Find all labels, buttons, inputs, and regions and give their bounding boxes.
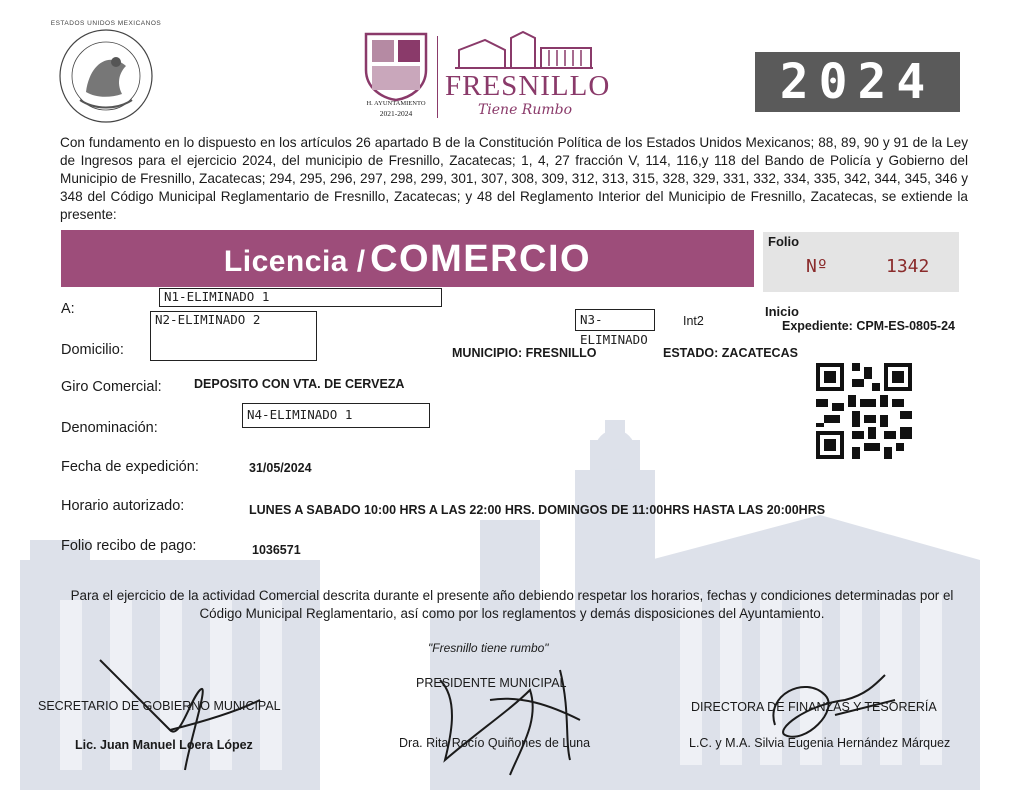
folio-label: Folio [768, 234, 800, 249]
center-signer-name: Dra. Rita Rocío Quiñones de Luna [399, 736, 591, 750]
horario-value: LUNES A SABADO 10:00 HRS A LAS 22:00 HRS. DOMINGOS DE 11:00HRS HASTA LAS 20:00HRS [249, 503, 826, 517]
ayuntamiento-label: H. AYUNTAMIENTO [366, 100, 426, 107]
eagle-seal-icon [50, 22, 162, 126]
folio-number: 1342 [886, 256, 930, 277]
legal-basis-text: Con fundamento en lo dispuesto en los artículos 26 apartado B de la Constitución Política de los Estados Unidos Mexicanos; 88, 89, 90 y 91 de la Ley de Ingresos para el ejercicio 2024, del municipio de Fresnillo, Zacatecas; 1, 4, 27 fracción V, 114, 116,y 118 del Bando de Policía y Gobierno del Municipio de Fresnillo, Zacatecas; 294, 295, 296, 297, 298, 299, 301, 307, 308, 309, 312, 313, 315, 328, 329, 331, 332, 334, 335, 342, 344, 345, 346 y 348 del Código Municipal Reglamentario de Fresnillo, Zacatecas; y 48 del Reglamento Interior del Municipio de Fresnillo, Zacatecas, se extiende la presente: [60, 135, 968, 222]
city-slogan: Tiene Rumbo [477, 102, 573, 118]
redacted-address: N2-ELIMINADO 2 [150, 311, 317, 361]
inicio-label: Inicio [765, 304, 799, 319]
fecha-label: Fecha de expedición: [61, 459, 199, 475]
center-signer-title: PRESIDENTE MUNICIPAL [416, 676, 567, 690]
national-seal [50, 22, 162, 126]
domicilio-label: Domicilio: [61, 342, 124, 358]
redacted-name: N1-ELIMINADO 1 [159, 288, 442, 307]
municipio-value: MUNICIPIO: FRESNILLO [452, 346, 597, 360]
fresnillo-logo [445, 28, 611, 124]
denominacion-label: Denominación: [61, 420, 158, 436]
motto: "Fresnillo tiene rumbo" [428, 641, 549, 655]
interior-number: Int2 [683, 314, 704, 328]
giro-value: DEPOSITO CON VTA. DE CERVEZA [194, 377, 405, 391]
giro-label: Giro Comercial: [61, 379, 162, 395]
license-type: COMERCIO [370, 238, 592, 280]
recibo-value: 1036571 [252, 543, 301, 557]
recibo-label: Folio recibo de pago: [61, 538, 197, 554]
fecha-value: 31/05/2024 [249, 461, 312, 475]
conditions-note: Para el ejercicio de la actividad Comercial descrita durante el presente año debiendo respetar los horarios, fechas y condiciones determinadas por el Código Municipal Reglamentario, así como por los reglamentos y demás disposiciones del Ayuntamiento. [70, 588, 954, 621]
left-signer-name: Lic. Juan Manuel Loera López [75, 738, 253, 752]
license-banner-title [61, 238, 754, 281]
year-box: 2024 [755, 52, 960, 112]
city-name: FRESNILLO [445, 70, 611, 102]
right-signer-name: L.C. y M.A. Silvia Eugenia Hernández Márquez [689, 736, 951, 750]
estado-value: ESTADO: ZACATECAS [663, 346, 798, 360]
redacted-number: N3-ELIMINADO [575, 309, 655, 331]
ayuntamiento-period: 2021-2024 [379, 109, 413, 118]
a-label: A: [61, 301, 75, 317]
right-signer-title: DIRECTORA DE FINANZAS Y TESORERÍA [691, 700, 937, 714]
seal-text: ESTADOS UNIDOS MEXICANOS [50, 20, 162, 27]
license-label: Licencia / [223, 245, 366, 278]
municipal-shield [358, 30, 434, 120]
qr-code-icon [816, 363, 912, 459]
city-skyline-icon [445, 28, 603, 72]
logo-divider [437, 36, 438, 118]
redacted-denomination: N4-ELIMINADO 1 [242, 403, 430, 428]
shield-icon [358, 30, 434, 102]
folio-number-symbol: Nº [806, 256, 828, 277]
horario-label: Horario autorizado: [61, 498, 185, 514]
expediente-number: Expediente: CPM-ES-0805-24 [782, 319, 955, 333]
left-signer-title: SECRETARIO DE GOBIERNO MUNICIPAL [38, 699, 281, 713]
